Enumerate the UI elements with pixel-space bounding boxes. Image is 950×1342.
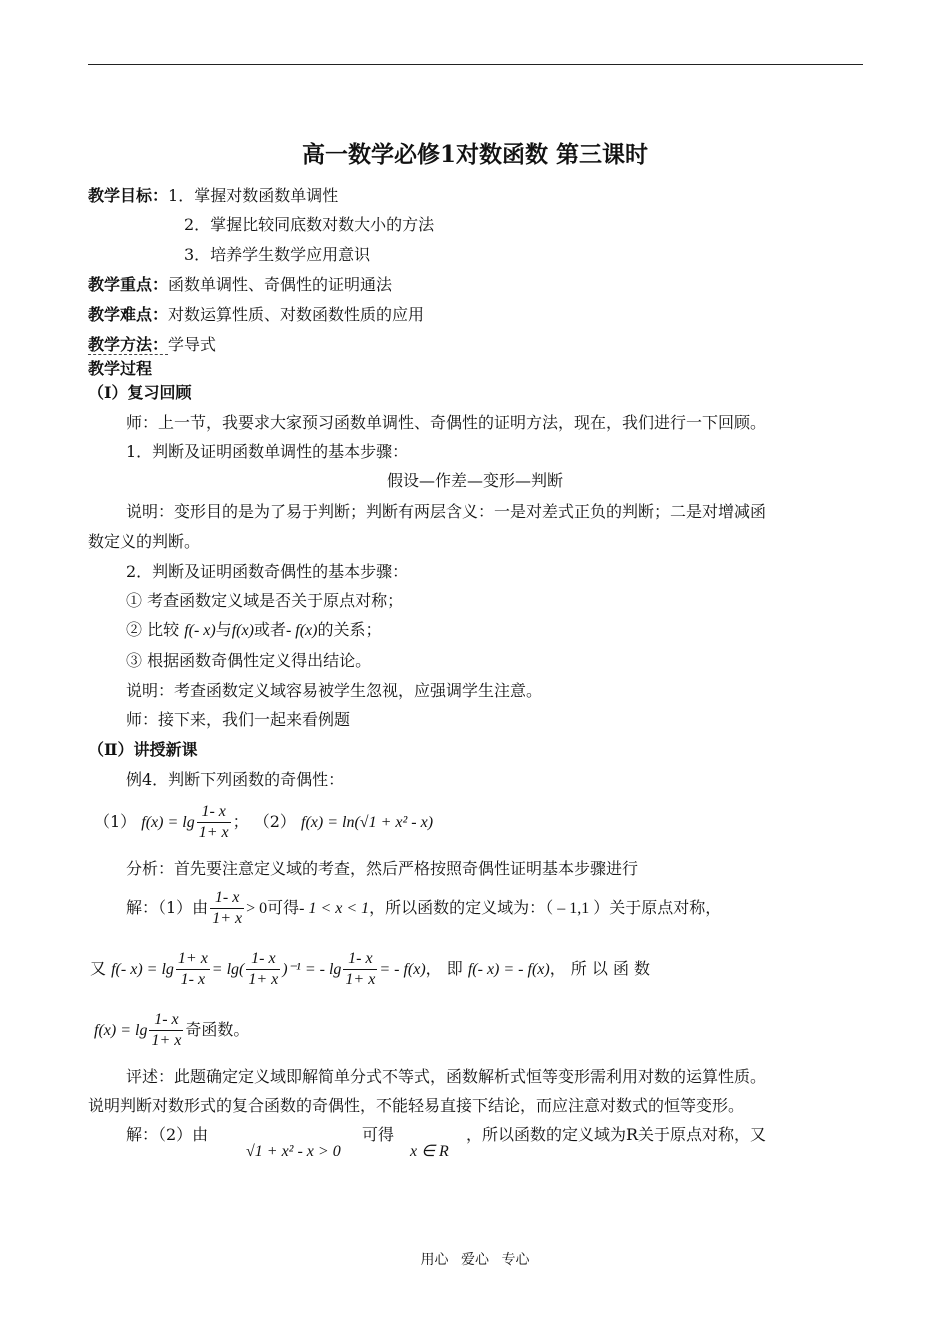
comment-paragraph: 说明判断对数形式的复合函数的奇偶性，不能轻易直接下结论，而应注意对数式的恒等变形。 bbox=[88, 1096, 745, 1115]
fraction bbox=[210, 888, 244, 929]
denominator: 1+ x bbox=[198, 824, 229, 841]
fraction bbox=[246, 949, 280, 990]
numerator: 1- x bbox=[343, 949, 377, 970]
math-expression: f(x) = lg bbox=[94, 1022, 148, 1039]
list-item-text: 的关系； bbox=[317, 620, 382, 639]
key-text: 函数单调性、奇偶性的证明通法 bbox=[168, 275, 393, 294]
math-expression: f(- x) = lg bbox=[111, 961, 174, 978]
math-expression: f(x) = lg bbox=[141, 814, 195, 831]
goals-row bbox=[88, 185, 338, 207]
denominator: 1- x bbox=[180, 971, 206, 988]
math-expression: f(x) = ln(√1 + x² - x) bbox=[301, 814, 434, 831]
method-row bbox=[88, 334, 216, 356]
solution-line bbox=[466, 1124, 766, 1146]
math-expression: f(- x) bbox=[184, 622, 216, 639]
steps-summary: 假设—作差—变形—判断 bbox=[386, 471, 563, 490]
goals-label: 教学目标： bbox=[88, 186, 169, 205]
math-expression: - 1 < x < 1 bbox=[299, 900, 370, 917]
paragraph: 1．判断及证明函数单调性的基本步骤： bbox=[126, 442, 409, 461]
math-expression: √1 + x² - x > 0 bbox=[246, 1143, 341, 1160]
denominator: 1+ x bbox=[212, 910, 243, 927]
text: 可得 bbox=[362, 1125, 395, 1144]
paragraph: 说明：变形目的是为了易于判断；判断有两层含义：一是对差式正负的判断；二是对增减函 bbox=[126, 502, 767, 521]
separator: ； bbox=[232, 812, 249, 831]
fraction bbox=[197, 802, 231, 843]
denominator: 1+ x bbox=[151, 1032, 182, 1049]
method-text: 学导式 bbox=[168, 335, 217, 354]
process-heading: 教学过程 bbox=[88, 359, 153, 378]
text: 解：（2）由 bbox=[126, 1125, 209, 1144]
math-expression: > 0 bbox=[246, 900, 268, 917]
numerator: 1- x bbox=[197, 802, 231, 823]
solution-line bbox=[126, 885, 721, 932]
text: 解：（1）由 bbox=[126, 898, 209, 917]
text: ， 所 以 函 数 bbox=[549, 959, 651, 978]
paragraph: 数定义的判断。 bbox=[88, 532, 201, 551]
text: 又 bbox=[90, 959, 107, 978]
math-expression: = - f(x) bbox=[379, 961, 426, 978]
denominator: 1+ x bbox=[345, 971, 376, 988]
difficulty-label: 教学难点： bbox=[88, 305, 169, 324]
list-item: ③ 根据函数奇偶性定义得出结论。 bbox=[126, 651, 372, 670]
math-expression bbox=[410, 1140, 449, 1163]
example-heading: 例4．判断下列函数的奇偶性： bbox=[126, 770, 345, 789]
solution-line bbox=[362, 1124, 394, 1146]
solution-line bbox=[126, 1124, 208, 1146]
paragraph: 说明：考查函数定义域容易被学生忽视，应强调学生注意。 bbox=[126, 681, 543, 700]
comment-paragraph: 评述：此题确定定义域即解简单分式不等式，函数解析式恒等变形需利用对数的运算性质。 bbox=[126, 1067, 767, 1086]
fraction bbox=[343, 949, 377, 990]
difficulty-text: 对数运算性质、对数函数性质的应用 bbox=[168, 305, 425, 324]
paragraph: 师：接下来，我们一起来看例题 bbox=[126, 710, 351, 729]
goal-item: 2．掌握比较同底数对数大小的方法 bbox=[184, 215, 435, 234]
math-expression: - f(x) bbox=[285, 622, 318, 639]
list-item-text: 与 bbox=[215, 620, 232, 639]
key-label: 教学重点： bbox=[88, 275, 169, 294]
math-expression: = lg( bbox=[211, 961, 245, 978]
numerator: 1- x bbox=[210, 888, 244, 909]
math-expression: （ – 1,1 ） bbox=[545, 900, 610, 917]
text: 奇函数。 bbox=[185, 1020, 250, 1039]
denominator: 1+ x bbox=[248, 971, 279, 988]
item-label: （2） bbox=[253, 812, 296, 831]
text: 关于原点对称， bbox=[609, 898, 722, 917]
goal-item: 1．掌握对数函数单调性 bbox=[168, 186, 339, 205]
footer-motto: 用心 爱心 专心 bbox=[420, 1252, 530, 1268]
numerator: 1- x bbox=[149, 1010, 183, 1031]
fraction bbox=[149, 1010, 183, 1051]
list-item bbox=[126, 619, 382, 642]
paragraph: 2．判断及证明函数奇偶性的基本步骤： bbox=[126, 562, 409, 581]
text: ，所以函数的定义域为： bbox=[369, 898, 546, 917]
text: ， 即 bbox=[425, 959, 463, 978]
method-label: 教学方法： bbox=[88, 335, 169, 354]
page-title: 高一数学必修1对数函数 第三课时 bbox=[301, 141, 648, 168]
solution-line bbox=[90, 946, 650, 993]
solution-line bbox=[94, 1007, 249, 1054]
difficulty-row bbox=[88, 304, 424, 326]
header-rule bbox=[88, 64, 863, 65]
list-item: ① 考查函数定义域是否关于原点对称； bbox=[126, 591, 404, 610]
paragraph: 师：上一节，我要求大家预习函数单调性、奇偶性的证明方法，现在，我们进行一下回顾。 bbox=[126, 413, 767, 432]
fraction bbox=[176, 949, 210, 990]
list-item-text: ② 比较 bbox=[126, 620, 180, 639]
numerator: 1+ x bbox=[176, 949, 210, 970]
text: 可得 bbox=[267, 898, 300, 917]
numerator: 1- x bbox=[246, 949, 280, 970]
math-expression: )⁻¹ = - lg bbox=[282, 961, 342, 978]
goal-item: 3．培养学生数学应用意识 bbox=[184, 245, 371, 264]
example-functions bbox=[94, 800, 433, 845]
analysis-paragraph: 分析：首先要注意定义域的考查，然后严格按照奇偶性证明基本步骤进行 bbox=[126, 859, 639, 878]
list-item-text: 或者 bbox=[253, 620, 286, 639]
item-label: （1） bbox=[94, 812, 137, 831]
math-expression bbox=[246, 1140, 341, 1163]
section-heading-new: （Ⅱ）讲授新课 bbox=[88, 740, 198, 759]
math-expression: f(x) bbox=[231, 622, 254, 639]
section-heading-review: （I）复习回顾 bbox=[88, 383, 192, 402]
math-expression: x ∈ R bbox=[410, 1143, 449, 1160]
text: ，所以函数的定义域为R关于原点对称，又 bbox=[466, 1125, 767, 1144]
key-points-row bbox=[88, 274, 392, 296]
math-expression: f(- x) = - f(x) bbox=[467, 961, 550, 978]
